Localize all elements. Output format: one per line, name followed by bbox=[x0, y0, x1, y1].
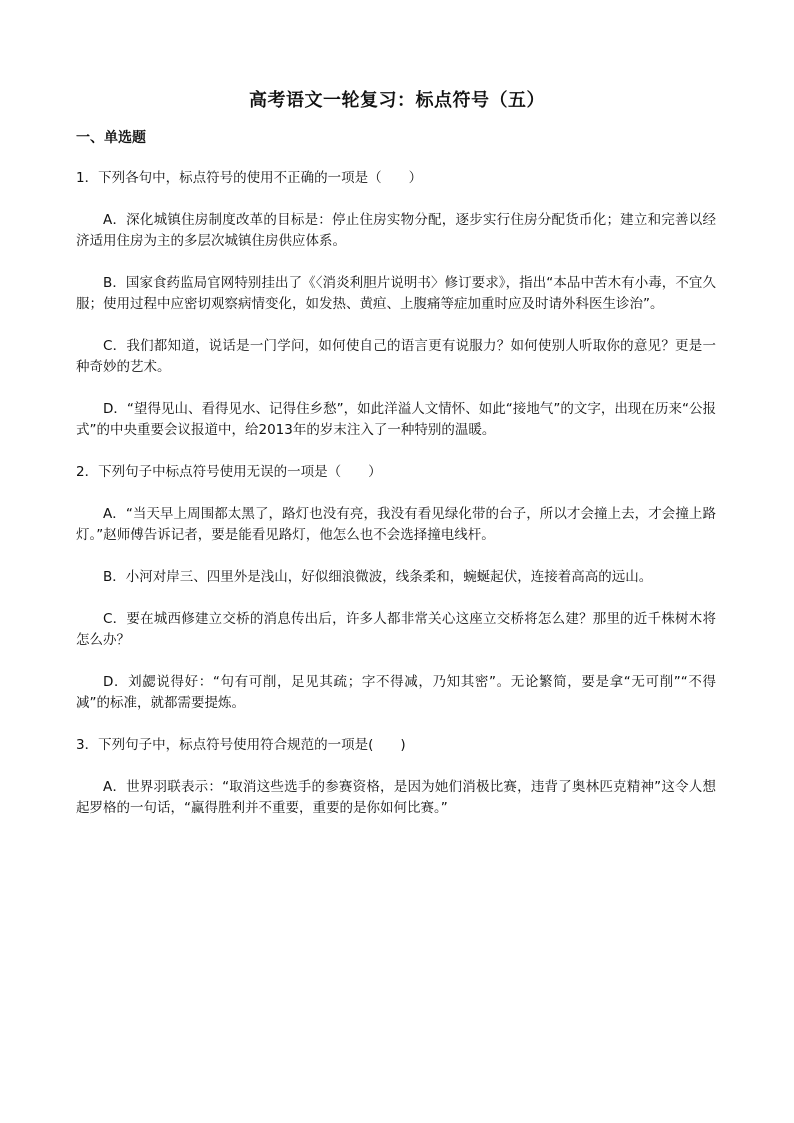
section-heading: 一、单选题 bbox=[76, 130, 146, 146]
question-3 bbox=[76, 735, 716, 819]
option-a: A．世界羽联表示：“取消这些选手的参赛资格，是因为她们消极比赛，违背了奥林匹克精神”这令人想起罗格的一句话，“赢得胜利并不重要，重要的是你如何比赛。” bbox=[76, 779, 716, 816]
question-stem: 2．下列句子中标点符号使用无误的一项是（ ） bbox=[76, 464, 382, 480]
question-stem: 3．下列句子中，标点符号使用符合规范的一项是( ) bbox=[76, 737, 406, 753]
question-2 bbox=[76, 462, 716, 714]
option-c: C．我们都知道，说话是一门学问，如何使自己的语言更有说服力？如何使别人听取你的意见？更是一种奇妙的艺术。 bbox=[76, 338, 716, 375]
option-b: B．国家食药监局官网特别挂出了《〈消炎利胆片说明书〉修订要求》，指出“本品中苦木有小毒，不宜久服；使用过程中应密切观察病情变化，如发热、黄疸、上腹痛等症加重时应及时请外科医生诊治”。 bbox=[76, 275, 716, 312]
option-a: A．深化城镇住房制度改革的目标是：停止住房实物分配，逐步实行住房分配货币化；建立和完善以经济适用住房为主的多层次城镇住房供应体系。 bbox=[76, 212, 716, 249]
option-c: C．要在城西修建立交桥的消息传出后，许多人都非常关心这座立交桥将怎么建？那里的近千株树木将怎么办？ bbox=[76, 611, 716, 648]
option-d: D．“望得见山、看得见水、记得住乡愁”，如此洋溢人文情怀、如此“接地气”的文字，出现在历来“公报式”的中央重要会议报道中，给2013年的岁末注入了一种特别的温暖。 bbox=[76, 401, 716, 438]
option-d: D．刘勰说得好：“句有可削，足见其疏；字不得减，乃知其密”。无论繁简，要是拿“无可削”“不得减”的标准，就都需要提炼。 bbox=[76, 674, 716, 711]
question-stem: 1．下列各句中，标点符号的使用不正确的一项是（ ） bbox=[76, 170, 423, 186]
question-1 bbox=[76, 168, 716, 441]
option-b: B．小河对岸三、四里外是浅山，好似细浪微波，线条柔和，蜿蜒起伏，连接着高高的远山。 bbox=[103, 569, 653, 585]
option-a: A．“当天早上周围都太黑了，路灯也没有亮，我没有看见绿化带的台子，所以才会撞上去，才会撞上路灯。”赵师傅告诉记者，要是能看见路灯，他怎么也不会选择撞电线杆。 bbox=[76, 506, 716, 543]
question-list bbox=[76, 168, 716, 840]
document-title: 高考语文一轮复习：标点符号（五） bbox=[249, 90, 545, 111]
